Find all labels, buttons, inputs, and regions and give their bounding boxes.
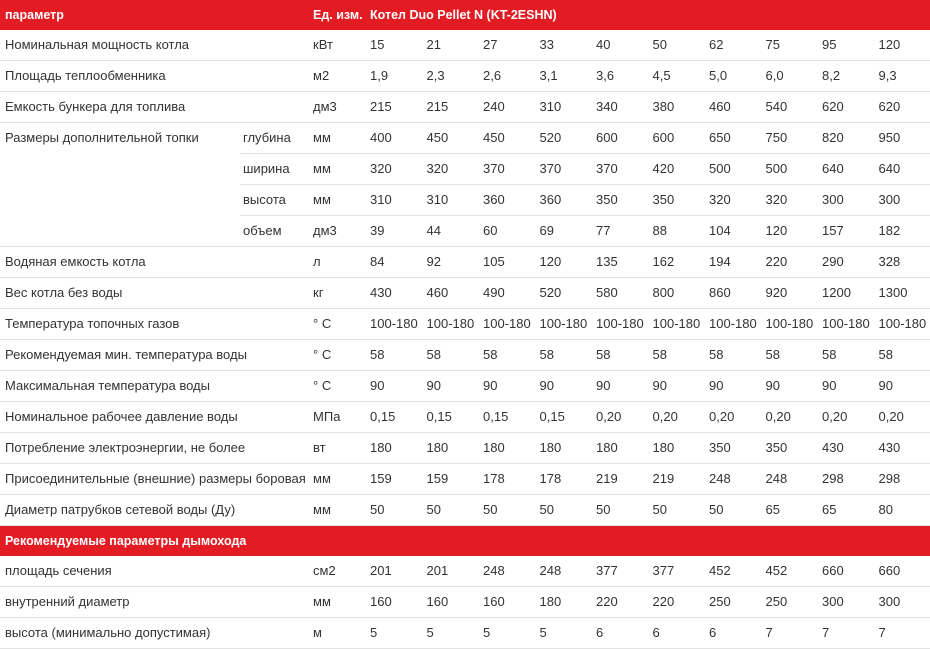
param-name: Температура топочных газов	[0, 309, 308, 340]
param-value: 58	[817, 340, 874, 371]
param-value: 90	[704, 371, 761, 402]
param-value: 250	[704, 587, 761, 618]
param-value: 5	[535, 618, 592, 649]
param-value: 0,15	[535, 402, 592, 433]
param-value: 7	[817, 618, 874, 649]
section-title: Рекомендуемые параметры дымохода	[0, 526, 930, 557]
param-value: 800	[648, 278, 705, 309]
param-value: 377	[591, 556, 648, 587]
param-value: 220	[591, 587, 648, 618]
param-value: 90	[648, 371, 705, 402]
param-value: 2,3	[422, 61, 479, 92]
param-unit: м	[308, 618, 365, 649]
param-value: 250	[761, 587, 818, 618]
param-unit: см2	[308, 556, 365, 587]
param-value: 450	[478, 123, 535, 154]
param-value: 0,15	[478, 402, 535, 433]
param-value: 520	[535, 123, 592, 154]
table-row	[0, 92, 930, 123]
param-value: 340	[591, 92, 648, 123]
param-value: 69	[535, 216, 592, 247]
param-unit: ° С	[308, 309, 365, 340]
param-name: Номинальное рабочее давление воды	[0, 402, 308, 433]
param-value: 377	[648, 556, 705, 587]
param-value: 300	[817, 185, 874, 216]
param-value: 58	[704, 340, 761, 371]
param-value: 100-180	[817, 309, 874, 340]
param-value: 350	[704, 433, 761, 464]
param-value: 350	[591, 185, 648, 216]
param-name: Площадь теплообменника	[0, 61, 308, 92]
table-row	[0, 618, 930, 649]
param-value: 50	[422, 495, 479, 526]
param-value: 58	[535, 340, 592, 371]
param-value: 248	[704, 464, 761, 495]
param-unit: кг	[308, 278, 365, 309]
param-value: 7	[761, 618, 818, 649]
param-value: 640	[874, 154, 930, 185]
param-value: 180	[365, 433, 422, 464]
param-name: Максимальная температура воды	[0, 371, 308, 402]
param-value: 100-180	[422, 309, 479, 340]
param-value: 21	[422, 30, 479, 61]
param-value: 5,0	[704, 61, 761, 92]
param-value: 95	[817, 30, 874, 61]
param-value: 182	[874, 216, 930, 247]
param-value: 33	[535, 30, 592, 61]
param-value: 820	[817, 123, 874, 154]
param-value: 100-180	[591, 309, 648, 340]
param-value: 620	[874, 92, 930, 123]
param-unit: мм	[308, 464, 365, 495]
header-model: Котел Duo Pellet N (KT-2ESHN)	[365, 0, 930, 30]
param-value: 75	[761, 30, 818, 61]
table-row	[0, 123, 930, 154]
param-value: 430	[874, 433, 930, 464]
param-name: Емкость бункера для топлива	[0, 92, 308, 123]
param-name: Присоединительные (внешние) размеры боровая	[0, 464, 308, 495]
param-value: 50	[648, 495, 705, 526]
param-value: 120	[761, 216, 818, 247]
param-value: 0,20	[648, 402, 705, 433]
table-row	[0, 340, 930, 371]
param-value: 100-180	[648, 309, 705, 340]
param-unit: мм	[308, 123, 365, 154]
param-value: 5	[478, 618, 535, 649]
param-value: 180	[422, 433, 479, 464]
param-value: 490	[478, 278, 535, 309]
param-value: 3,6	[591, 61, 648, 92]
param-value: 62	[704, 30, 761, 61]
param-value: 201	[365, 556, 422, 587]
param-value: 160	[422, 587, 479, 618]
param-unit: кВт	[308, 30, 365, 61]
param-value: 65	[761, 495, 818, 526]
param-value: 27	[478, 30, 535, 61]
table-header-row	[0, 0, 930, 30]
param-value: 320	[422, 154, 479, 185]
param-value: 950	[874, 123, 930, 154]
param-value: 650	[704, 123, 761, 154]
param-value: 452	[761, 556, 818, 587]
param-name: Водяная емкость котла	[0, 247, 308, 278]
param-value: 39	[365, 216, 422, 247]
param-value: 201	[422, 556, 479, 587]
param-value: 50	[591, 495, 648, 526]
param-value: 58	[422, 340, 479, 371]
param-value: 450	[422, 123, 479, 154]
param-value: 90	[422, 371, 479, 402]
table-row	[0, 433, 930, 464]
param-value: 180	[535, 587, 592, 618]
param-value: 90	[535, 371, 592, 402]
param-value: 540	[761, 92, 818, 123]
param-value: 500	[761, 154, 818, 185]
param-value: 100-180	[761, 309, 818, 340]
param-value: 215	[422, 92, 479, 123]
param-value: 80	[874, 495, 930, 526]
param-value: 160	[365, 587, 422, 618]
param-value: 310	[365, 185, 422, 216]
param-value: 300	[874, 185, 930, 216]
param-value: 58	[648, 340, 705, 371]
param-value: 6,0	[761, 61, 818, 92]
param-value: 430	[365, 278, 422, 309]
table-row	[0, 495, 930, 526]
param-name: высота (минимально допустимая)	[0, 618, 308, 649]
param-value: 194	[704, 247, 761, 278]
param-value: 65	[817, 495, 874, 526]
param-value: 0,20	[817, 402, 874, 433]
param-value: 0,15	[422, 402, 479, 433]
param-value: 104	[704, 216, 761, 247]
param-value: 380	[648, 92, 705, 123]
param-unit: дм3	[308, 216, 365, 247]
param-value: 220	[648, 587, 705, 618]
param-value: 350	[648, 185, 705, 216]
param-value: 5	[365, 618, 422, 649]
param-value: 90	[874, 371, 930, 402]
param-unit: ° С	[308, 340, 365, 371]
param-value: 860	[704, 278, 761, 309]
param-name: Вес котла без воды	[0, 278, 308, 309]
param-value: 180	[535, 433, 592, 464]
param-value: 219	[591, 464, 648, 495]
param-value: 248	[535, 556, 592, 587]
param-value: 580	[591, 278, 648, 309]
table-row	[0, 402, 930, 433]
param-name: площадь сечения	[0, 556, 308, 587]
param-value: 159	[365, 464, 422, 495]
param-value: 180	[591, 433, 648, 464]
param-value: 350	[761, 433, 818, 464]
param-value: 298	[874, 464, 930, 495]
param-value: 5	[422, 618, 479, 649]
param-value: 370	[591, 154, 648, 185]
param-value: 105	[478, 247, 535, 278]
param-value: 920	[761, 278, 818, 309]
param-value: 90	[761, 371, 818, 402]
param-value: 290	[817, 247, 874, 278]
param-value: 360	[535, 185, 592, 216]
section-header-row	[0, 526, 930, 557]
param-value: 135	[591, 247, 648, 278]
param-value: 90	[478, 371, 535, 402]
param-value: 58	[365, 340, 422, 371]
table-row	[0, 587, 930, 618]
table-row	[0, 278, 930, 309]
param-value: 310	[535, 92, 592, 123]
param-value: 178	[535, 464, 592, 495]
param-value: 0,20	[761, 402, 818, 433]
table-row	[0, 309, 930, 340]
param-unit: МПа	[308, 402, 365, 433]
param-value: 92	[422, 247, 479, 278]
param-subname: глубина	[240, 123, 308, 154]
param-name: Потребление электроэнергии, не более	[0, 433, 308, 464]
param-value: 50	[365, 495, 422, 526]
param-value: 162	[648, 247, 705, 278]
param-value: 248	[761, 464, 818, 495]
param-value: 7	[874, 618, 930, 649]
param-value: 0,20	[704, 402, 761, 433]
param-subname: ширина	[240, 154, 308, 185]
param-name: Номинальная мощность котла	[0, 30, 308, 61]
param-unit: вт	[308, 433, 365, 464]
param-value: 44	[422, 216, 479, 247]
param-value: 460	[704, 92, 761, 123]
param-value: 320	[704, 185, 761, 216]
param-value: 100-180	[478, 309, 535, 340]
param-value: 620	[817, 92, 874, 123]
param-value: 0,15	[365, 402, 422, 433]
param-value: 1200	[817, 278, 874, 309]
param-value: 100-180	[874, 309, 930, 340]
param-unit: л	[308, 247, 365, 278]
param-value: 120	[535, 247, 592, 278]
param-unit: мм	[308, 587, 365, 618]
param-value: 88	[648, 216, 705, 247]
param-value: 100-180	[704, 309, 761, 340]
param-unit: ° С	[308, 371, 365, 402]
param-value: 310	[422, 185, 479, 216]
param-value: 60	[478, 216, 535, 247]
param-value: 58	[874, 340, 930, 371]
param-subname: объем	[240, 216, 308, 247]
table-row	[0, 61, 930, 92]
param-value: 500	[704, 154, 761, 185]
param-value: 452	[704, 556, 761, 587]
param-value: 6	[591, 618, 648, 649]
param-value: 50	[478, 495, 535, 526]
param-value: 8,2	[817, 61, 874, 92]
param-value: 298	[817, 464, 874, 495]
table-row	[0, 464, 930, 495]
param-value: 180	[648, 433, 705, 464]
param-value: 4,5	[648, 61, 705, 92]
param-value: 360	[478, 185, 535, 216]
param-value: 370	[478, 154, 535, 185]
param-unit: дм3	[308, 92, 365, 123]
param-name: Диаметр патрубков сетевой воды (Ду)	[0, 495, 308, 526]
param-value: 600	[648, 123, 705, 154]
param-unit: мм	[308, 495, 365, 526]
param-value: 220	[761, 247, 818, 278]
param-value: 58	[761, 340, 818, 371]
param-value: 300	[817, 587, 874, 618]
param-value: 219	[648, 464, 705, 495]
param-value: 0,20	[591, 402, 648, 433]
param-value: 58	[591, 340, 648, 371]
param-value: 520	[535, 278, 592, 309]
param-value: 120	[874, 30, 930, 61]
param-value: 100-180	[365, 309, 422, 340]
param-value: 320	[761, 185, 818, 216]
param-value: 328	[874, 247, 930, 278]
table-row	[0, 371, 930, 402]
param-name: Рекомендуемая мин. температура воды	[0, 340, 308, 371]
param-value: 370	[535, 154, 592, 185]
param-value: 660	[817, 556, 874, 587]
param-unit: мм	[308, 154, 365, 185]
param-value: 400	[365, 123, 422, 154]
param-value: 50	[704, 495, 761, 526]
param-value: 157	[817, 216, 874, 247]
param-value: 1,9	[365, 61, 422, 92]
param-unit: м2	[308, 61, 365, 92]
param-value: 50	[535, 495, 592, 526]
param-subname: высота	[240, 185, 308, 216]
header-param: параметр	[0, 0, 308, 30]
table-row	[0, 30, 930, 61]
param-value: 1300	[874, 278, 930, 309]
table-row	[0, 556, 930, 587]
param-value: 90	[365, 371, 422, 402]
param-value: 240	[478, 92, 535, 123]
param-value: 84	[365, 247, 422, 278]
param-value: 6	[648, 618, 705, 649]
param-value: 0,20	[874, 402, 930, 433]
param-value: 660	[874, 556, 930, 587]
param-value: 460	[422, 278, 479, 309]
param-name: Размеры дополнительной топки	[0, 123, 240, 247]
param-value: 640	[817, 154, 874, 185]
param-value: 750	[761, 123, 818, 154]
param-value: 90	[817, 371, 874, 402]
param-value: 178	[478, 464, 535, 495]
param-value: 300	[874, 587, 930, 618]
param-value: 180	[478, 433, 535, 464]
param-value: 15	[365, 30, 422, 61]
param-value: 9,3	[874, 61, 930, 92]
param-value: 320	[365, 154, 422, 185]
param-value: 40	[591, 30, 648, 61]
param-value: 159	[422, 464, 479, 495]
param-value: 58	[478, 340, 535, 371]
param-value: 430	[817, 433, 874, 464]
param-value: 90	[591, 371, 648, 402]
param-value: 600	[591, 123, 648, 154]
param-unit: мм	[308, 185, 365, 216]
param-value: 160	[478, 587, 535, 618]
header-unit: Ед. изм.	[308, 0, 365, 30]
param-value: 248	[478, 556, 535, 587]
param-name: внутренний диаметр	[0, 587, 308, 618]
param-value: 6	[704, 618, 761, 649]
param-value: 100-180	[535, 309, 592, 340]
param-value: 77	[591, 216, 648, 247]
param-value: 2,6	[478, 61, 535, 92]
param-value: 50	[648, 30, 705, 61]
param-value: 3,1	[535, 61, 592, 92]
table-row	[0, 247, 930, 278]
param-value: 420	[648, 154, 705, 185]
param-value: 215	[365, 92, 422, 123]
